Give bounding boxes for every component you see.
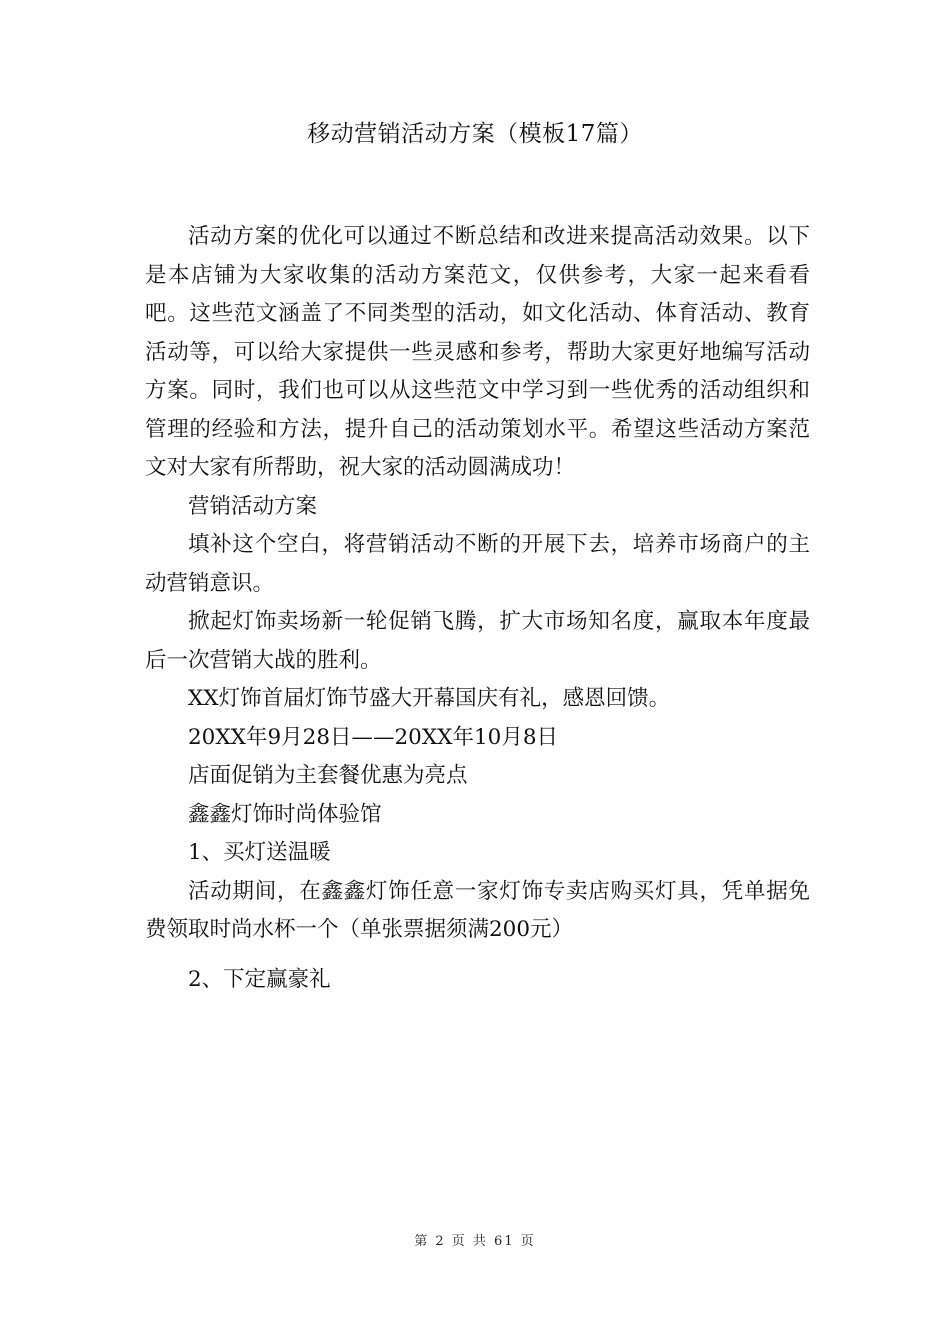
- body-paragraph: 活动期间，在鑫鑫灯饰任意一家灯饰专卖店购买灯具，凭单据免费领取时尚水杯一个（单张票据须满200元）: [145, 878, 810, 942]
- body-paragraph: 填补这个空白，将营销活动不断的开展下去，培养市场商户的主动营销意识。: [145, 532, 810, 596]
- list-item-heading: 1、买灯送温暖: [188, 840, 331, 865]
- body-paragraph: 掀起灯饰卖场新一轮促销飞腾，扩大市场知名度，赢取本年度最后一次营销大战的胜利。: [145, 609, 810, 673]
- list-item-heading: 2、下定赢豪礼: [188, 966, 331, 992]
- document-body: [145, 218, 810, 999]
- body-paragraph: 20XX年9月28日——20XX年10月8日: [188, 724, 559, 750]
- section-heading: 营销活动方案: [188, 493, 318, 519]
- body-paragraph: 鑫鑫灯饰时尚体验馆: [188, 801, 382, 827]
- document-title: 移动营销活动方案（模板17篇）: [307, 121, 643, 147]
- intro-paragraph: 活动方案的优化可以通过不断总结和改进来提高活动效果。以下是本店铺为大家收集的活动方案范文，仅供参考，大家一起来看看吧。这些范文涵盖了不同类型的活动，如文化活动、体育活动、教育活动等，可以给大家提供一些灵感和参考，帮助大家更好地编写活动方案。同时，我们也可以从这些范文中学习到一些优秀的活动组织和管理的经验和方法，提升自己的活动策划水平。希望这些活动方案范文对大家有所帮助，祝大家的活动圆满成功！: [145, 224, 810, 480]
- body-paragraph: 店面促销为主套餐优惠为亮点: [188, 763, 468, 788]
- body-paragraph: XX灯饰首届灯饰节盛大开幕国庆有礼，感恩回馈。: [188, 686, 671, 711]
- page-footer: 第 2 页 共 61 页: [414, 1234, 536, 1249]
